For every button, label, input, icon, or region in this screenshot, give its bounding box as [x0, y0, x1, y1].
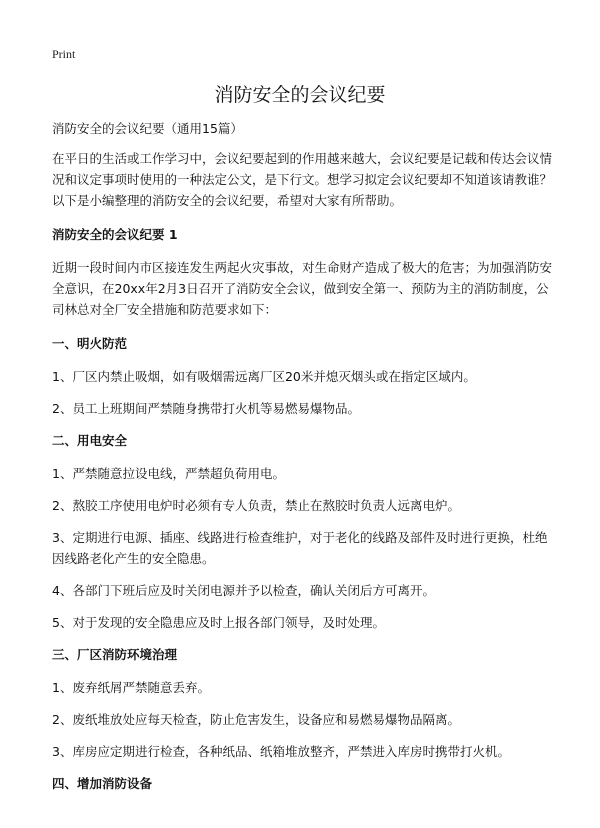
section-heading: 二、用电安全 — [52, 433, 128, 448]
section-heading: 一、明火防范 — [52, 336, 128, 351]
intro-paragraph: 在平日的生活或工作学习中，会议纪要起到的作用越来越大，会议纪要是记载和传达会议情况和议定事项时使用的一种法定公文，是下行文。想学习拟定会议纪要却不知道该请教谁？以下是小编整理的消防安全的会议纪要，希望对大家有所帮助。 — [52, 151, 553, 208]
list-item: 5、对于发现的安全隐患应及时上报各部门领导，及时处理。 — [52, 615, 385, 630]
list-item: 2、废纸堆放处应每天检查，防止危害发生，设备应和易燃易爆物品隔离。 — [52, 712, 460, 727]
list-item: 1、废弃纸屑严禁随意丢弃。 — [52, 680, 210, 695]
list-item: 1、厂区内禁止吸烟，如有吸烟需远离厂区20米并熄灭烟头或在指定区域内。 — [52, 369, 476, 384]
list-item: 3、库房应定期进行检查，各种纸品、纸箱堆放整齐，严禁进入库房时携带打火机。 — [52, 744, 510, 759]
article-heading: 消防安全的会议纪要 1 — [52, 227, 178, 242]
document-title: 消防安全的会议纪要 — [214, 84, 386, 106]
article-intro-paragraph: 近期一段时间内市区接连发生两起火灾事故，对生命财产造成了极大的危害；为加强消防安全意识，在20xx年2月3日召开了消防安全会议，做到安全第一、预防为主的消防制度，公司林总对全厂安全措施和防范要求如下： — [52, 260, 553, 317]
list-item: 4、各部门下班后应及时关闭电源并予以检查，确认关闭后方可离开。 — [52, 583, 435, 598]
document-subtitle: 消防安全的会议纪要（通用15篇） — [52, 121, 243, 136]
list-item: 3、定期进行电源、插座、线路进行检查维护，对于老化的线路及部件及时进行更换，杜绝因线路老化产生的安全隐患。 — [52, 530, 548, 566]
list-item: 2、员工上班期间严禁随身携带打火机等易燃易爆物品。 — [52, 401, 360, 416]
list-item: 2、熬胶工序使用电炉时必须有专人负责，禁止在熬胶时负责人远离电炉。 — [52, 498, 460, 513]
document-body — [52, 118, 552, 806]
list-item: 1、严禁随意拉设电线，严禁超负荷用电。 — [52, 466, 285, 481]
section-heading: 四、增加消防设备 — [52, 776, 153, 791]
section-heading: 三、厂区消防环境治理 — [52, 647, 178, 662]
print-label: Print — [52, 47, 76, 61]
